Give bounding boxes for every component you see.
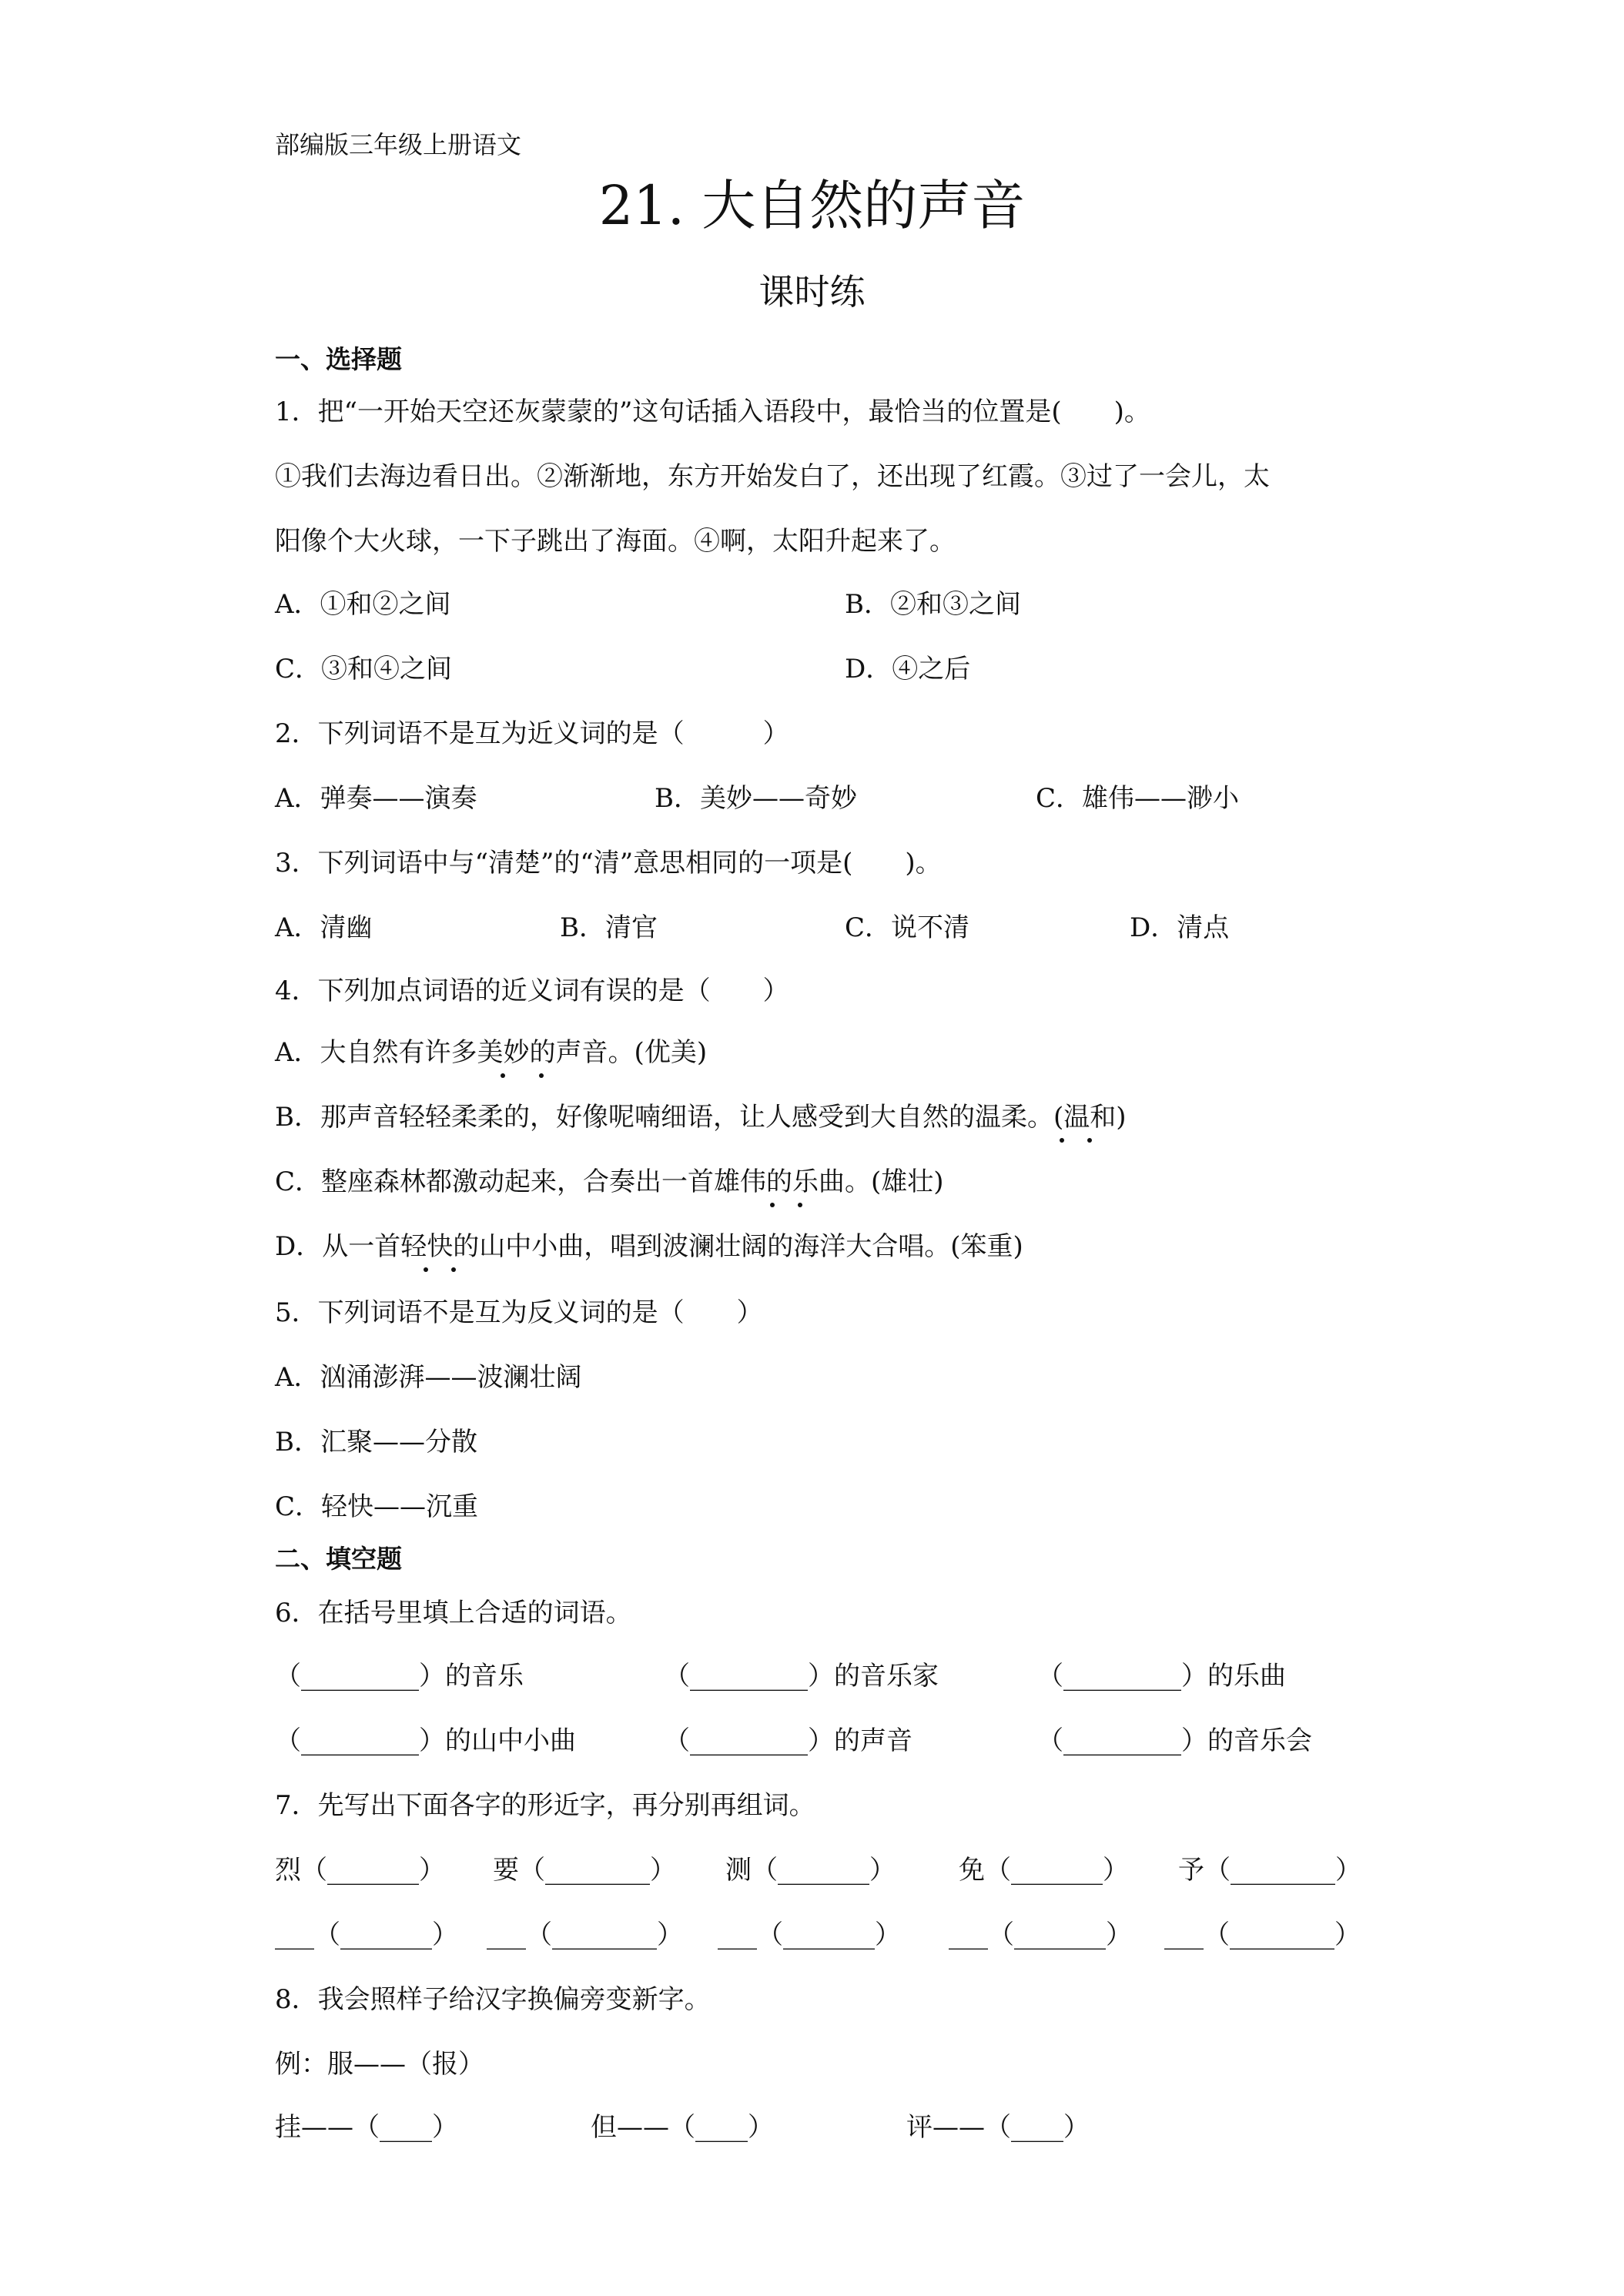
question-4-option-d: D．从一首轻快的山中小曲，唱到波澜壮阔的海洋大合唱。(笨重) xyxy=(275,1231,1023,1262)
page-header: 部编版三年级上册语文 xyxy=(275,130,522,159)
question-7-row1-item-1[interactable]: 烈（_______） xyxy=(275,1855,445,1886)
question-3-option-a: A．清幽 xyxy=(275,912,373,943)
question-1-passage-line-2: 阳像个大火球，一下子跳出了海面。④啊，太阳升起来了。 xyxy=(275,526,956,557)
question-6-blank-3[interactable]: （_________）的乐曲 xyxy=(1037,1661,1286,1692)
emphasis-dot xyxy=(1060,1138,1064,1143)
question-6-blank-2[interactable]: （_________）的音乐家 xyxy=(664,1661,939,1692)
question-2-option-b: B．美妙——奇妙 xyxy=(655,783,857,814)
question-7-row1-item-2[interactable]: 要（________） xyxy=(493,1855,676,1886)
emphasis-dot xyxy=(501,1073,505,1078)
question-5-option-a: A．汹涌澎湃——波澜壮阔 xyxy=(275,1362,582,1393)
emphasis-dot xyxy=(1087,1138,1092,1143)
question-8-item-1[interactable]: 挂——（____） xyxy=(275,2112,458,2143)
section-heading-choice: 一、选择题 xyxy=(275,344,402,374)
question-1-option-d: D．④之后 xyxy=(845,654,971,684)
question-4-option-b: B．那声音轻轻柔柔的，好像呢喃细语，让人感受到大自然的温柔。(温和) xyxy=(275,1102,1127,1133)
question-5-stem: 5．下列词语不是互为反义词的是（ ） xyxy=(275,1297,763,1328)
question-1-option-b: B．②和③之间 xyxy=(845,589,1021,620)
question-7-row2-item-3[interactable]: ___（_______） xyxy=(718,1919,901,1950)
question-7-row1-item-3[interactable]: 测（_______） xyxy=(725,1855,896,1886)
question-6-stem: 6．在括号里填上合适的词语。 xyxy=(275,1598,632,1628)
question-7-row1-item-5[interactable]: 予（________） xyxy=(1178,1855,1361,1886)
question-3-option-b: B．清官 xyxy=(560,912,658,943)
question-7-row2-item-4[interactable]: ___（_______） xyxy=(949,1919,1132,1950)
question-7-stem: 7．先写出下面各字的形近字，再分别再组词。 xyxy=(275,1790,815,1821)
question-4-option-c: C．整座森林都激动起来，合奏出一首雄伟的乐曲。(雄壮) xyxy=(275,1166,944,1197)
question-7-row1-item-4[interactable]: 免（_______） xyxy=(959,1855,1129,1886)
question-6-blank-5[interactable]: （_________）的声音 xyxy=(664,1725,912,1756)
question-8-item-2[interactable]: 但——（____） xyxy=(591,2112,774,2143)
question-6-blank-1[interactable]: （_________）的音乐 xyxy=(275,1661,524,1692)
question-8-example: 例：服——（报） xyxy=(275,2049,484,2080)
page-title: 21. 大自然的声音 xyxy=(598,174,1026,237)
question-3-option-d: D．清点 xyxy=(1130,912,1230,943)
question-7-row2-item-1[interactable]: ___（_______） xyxy=(275,1919,458,1950)
question-1-option-c: C．③和④之间 xyxy=(275,654,453,684)
question-5-option-c: C．轻快——沉重 xyxy=(275,1491,479,1522)
emphasis-dot xyxy=(451,1267,456,1272)
emphasis-dot xyxy=(539,1073,544,1078)
question-2-option-a: A．弹奏——演奏 xyxy=(275,783,477,814)
question-2-stem: 2．下列词语不是互为近义词的是（ ） xyxy=(275,718,789,749)
question-6-blank-4[interactable]: （_________）的山中小曲 xyxy=(275,1725,576,1756)
emphasis-dot xyxy=(770,1203,775,1207)
question-8-item-3[interactable]: 评——（____） xyxy=(906,2112,1090,2143)
question-1-stem: 1．把“一开始天空还灰蒙蒙的”这句话插入语段中，最恰当的位置是( )。 xyxy=(275,397,1150,427)
question-2-option-c: C．雄伟——渺小 xyxy=(1036,783,1240,814)
question-6-blank-6[interactable]: （_________）的音乐会 xyxy=(1037,1725,1312,1756)
question-3-stem: 3．下列词语中与“清楚”的“清”意思相同的一项是( )。 xyxy=(275,848,942,879)
question-1-passage-line-1: ①我们去海边看日出。②渐渐地，东方开始发白了，还出现了红霞。③过了一会儿，太 xyxy=(275,461,1270,492)
page-subtitle: 课时练 xyxy=(758,271,866,313)
emphasis-dot xyxy=(424,1267,428,1272)
question-1-option-a: A．①和②之间 xyxy=(275,589,451,620)
question-7-row2-item-5[interactable]: ___（________） xyxy=(1164,1919,1361,1950)
emphasis-dot xyxy=(798,1203,802,1207)
question-5-option-b: B．汇聚——分散 xyxy=(275,1427,477,1458)
question-4-option-a: A．大自然有许多美妙的声音。(优美) xyxy=(275,1037,708,1068)
question-8-stem: 8．我会照样子给汉字换偏旁变新字。 xyxy=(275,1984,711,2015)
question-3-option-c: C．说不清 xyxy=(845,912,970,943)
question-7-row2-item-2[interactable]: ___（________） xyxy=(487,1919,683,1950)
question-4-stem: 4．下列加点词语的近义词有误的是（ ） xyxy=(275,976,789,1006)
section-heading-fill: 二、填空题 xyxy=(275,1544,402,1574)
